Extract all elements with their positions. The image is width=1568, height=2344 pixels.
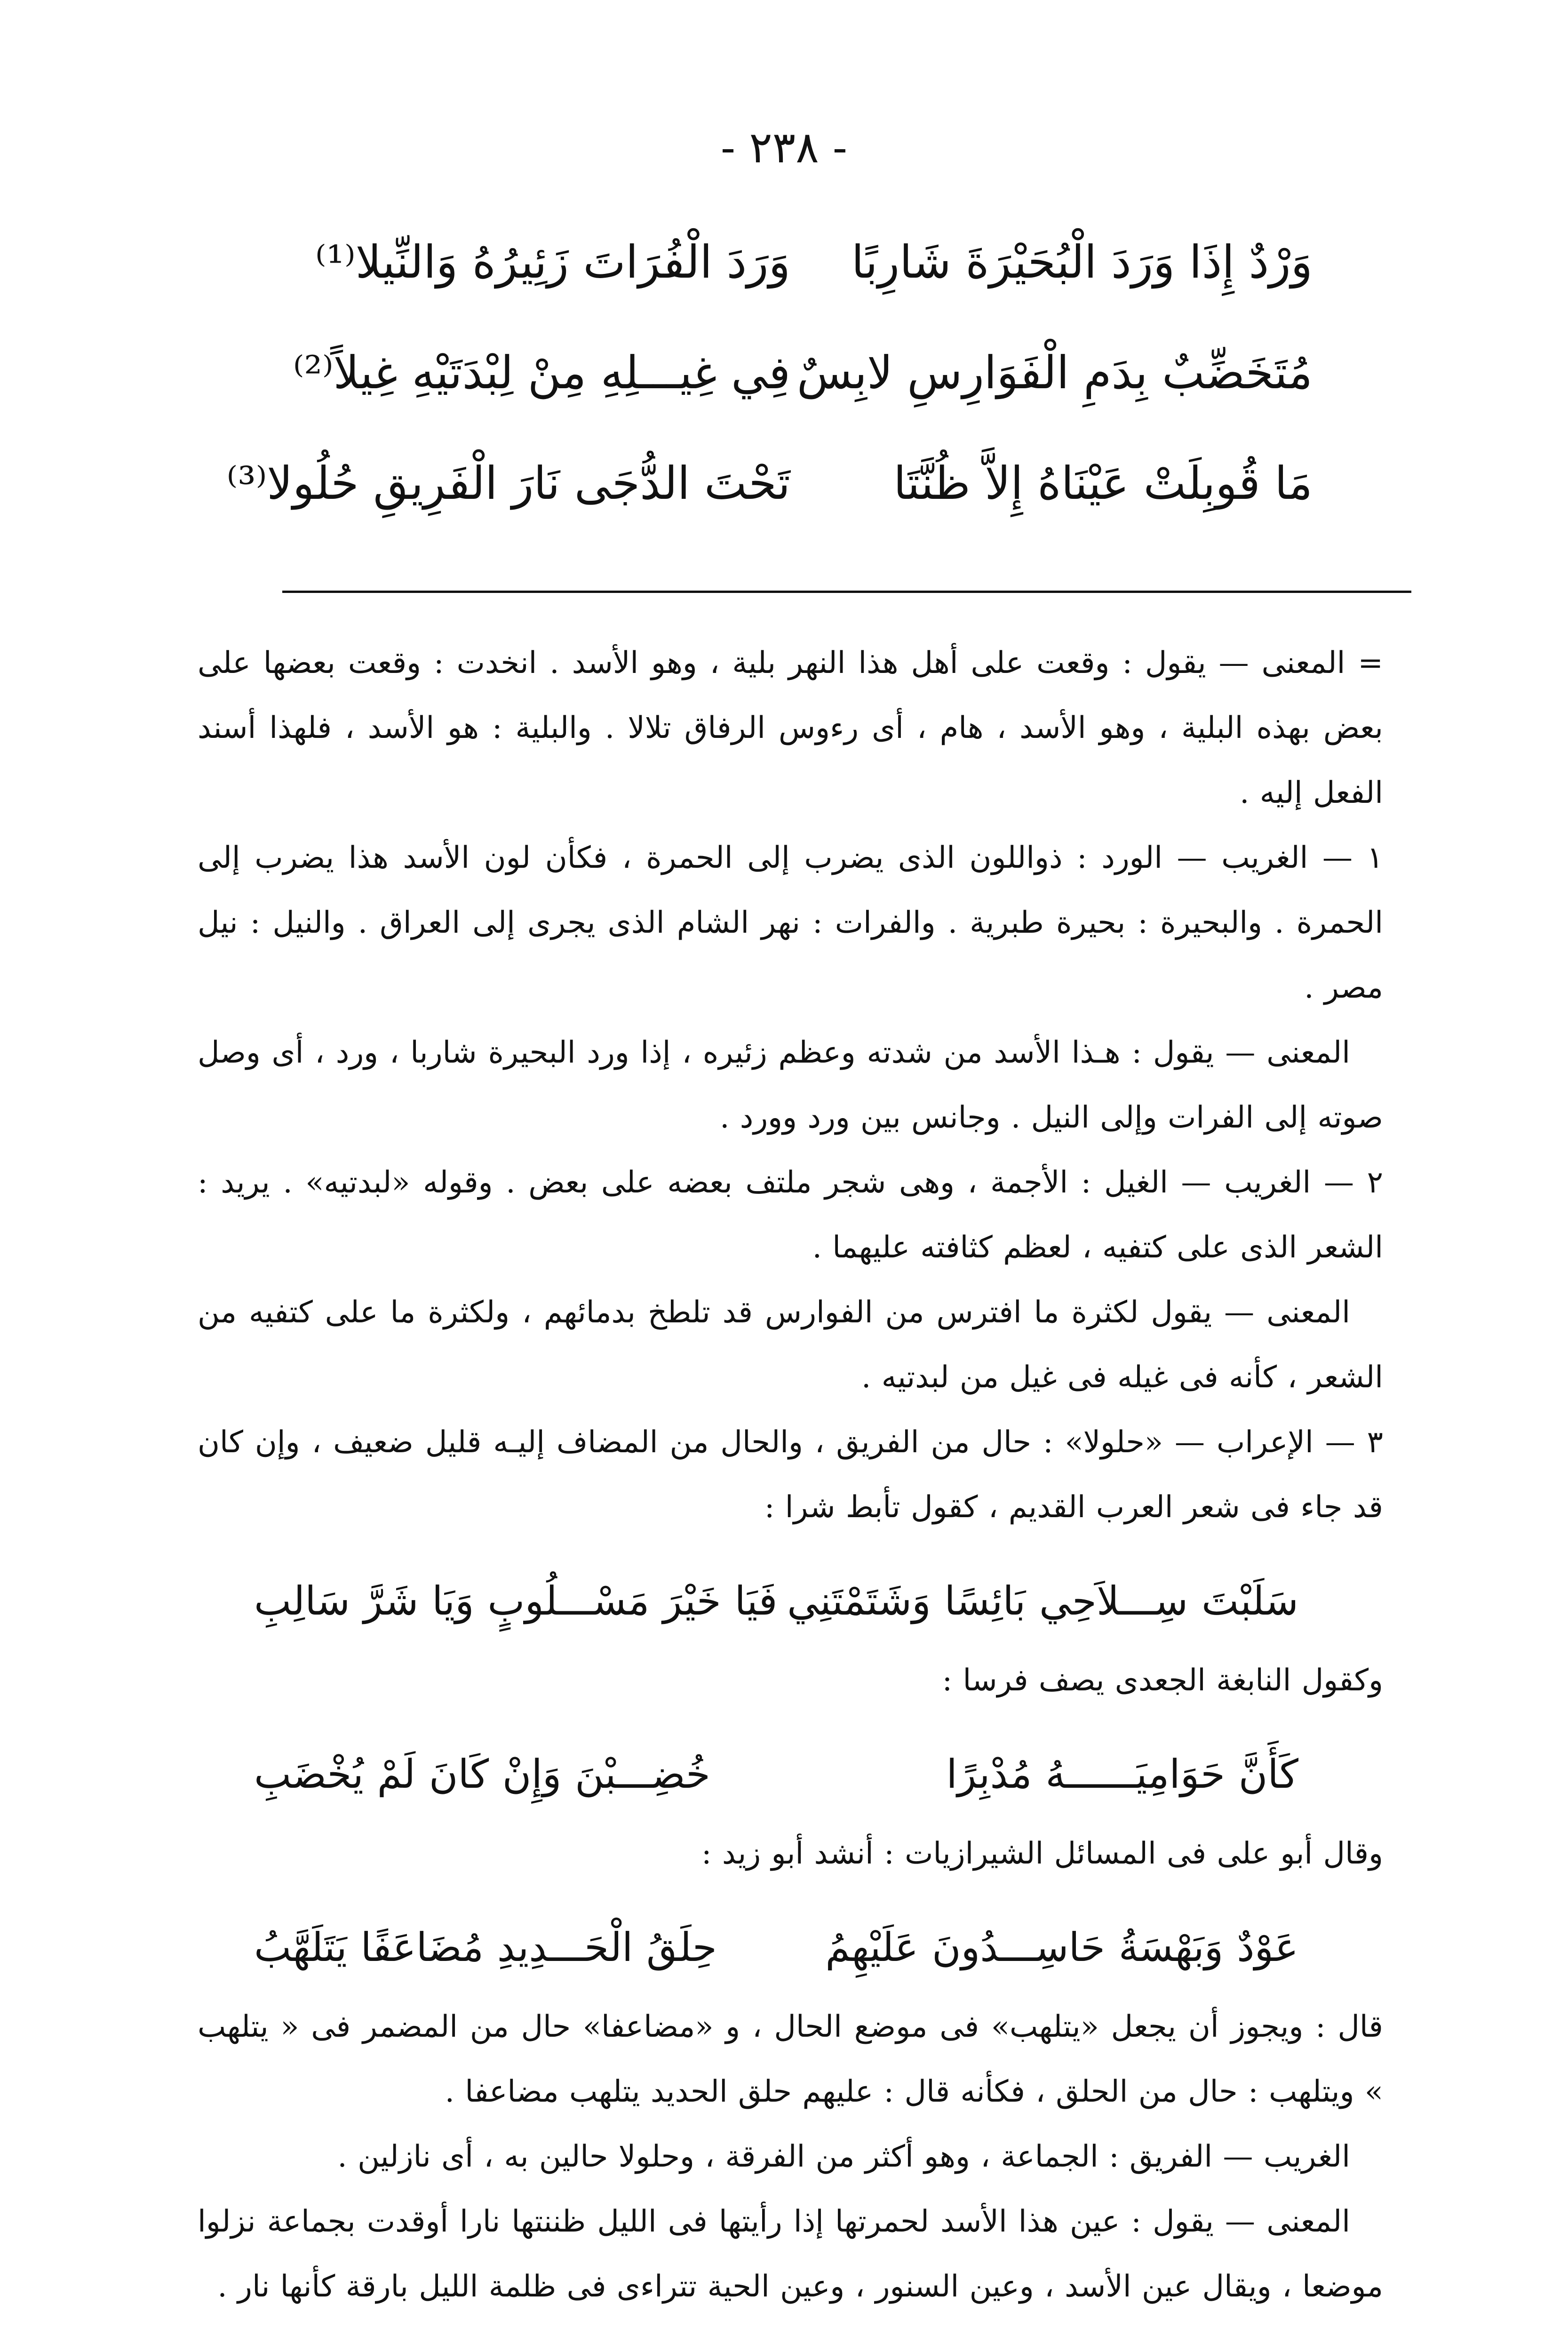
second-hemistich: فَيَا خَيْرَ مَسْـــلُوبٍ وَيَا شَرَّ سَالِبِ (254, 1578, 778, 1624)
first-hemistich: مَا قُوبِلَتْ عَيْنَاهُ إِلاَّ ظُنَّتَا (893, 457, 1313, 510)
commentary-paragraph: قال : ويجوز أن يجعل «يتلهب» فى موضع الحال ، و «مضاعفا» حال من المضمر فى « يتلهب » ويتلهب : حال من الحلق ، فكأنه قال : عليهم حلق الحديد يتلهب مضاعفا . (198, 2009, 1383, 2109)
commentary-paragraph: المعنى — يقول : هـذا الأسد من شدته وعظم زئيره ، إذا ورد البحيرة شاربا ، ورد ، أى وصل صوته إلى الفرات وإلى النيل . وجانس بين ورد وورد . (198, 1035, 1383, 1135)
quote-introduction: وكقول النابغة الجعدى يصف فرسا : (942, 1663, 1383, 1698)
second-hemistich: حِلَقُ الْحَـــدِيدِ مُضَاعَفًا يَتَلَهَّبُ (254, 1924, 717, 1970)
commentary-paragraph: ٢ — الغريب — الغيل : الأجمة ، وهى شجر ملتف بعضه على بعض . وقوله «لبدتيه» . يريد : الشعر الذى على كتفيه ، لعظم كثافته عليهما . (198, 1165, 1383, 1265)
second-hemistich: وَرَدَ الْفُرَاتَ زَئِيرُهُ وَالنِّيلا⁽¹⁾ (315, 236, 790, 288)
page-number: - ٢٣٨ - (721, 122, 847, 173)
commentary-paragraph: المعنى — يقول : عين هذا الأسد لحمرتها إذا رأيتها فى الليل ظننتها نارا أوقدت بجماعة نزلوا موضعا ، ويقال عين الأسد ، وعين السنور ، وعين الحية تتراءى فى ظلمة الليل بارقة كأنها نار . (198, 2204, 1383, 2304)
first-hemistich: مُتَخَضِّبٌ بِدَمِ الْفَوَارِسِ لابِسٌ (796, 346, 1313, 399)
commentary-paragraph: = المعنى — يقول : وقعت على أهل هذا النهر بلية ، وهو الأسد . انخدت : وقعت بعضها على بعض بهذه البلية ، وهو الأسد ، هام ، أى رءوس الرفاق تلالا . والبلية : هو الأسد ، فلهذا أسند الفعل إليه . (198, 646, 1383, 810)
quote-introduction: وقال أبو على فى المسائل الشيرازيات : أنشد أبو زيد : (701, 1836, 1383, 1871)
commentary-paragraph: ١ — الغريب — الورد : ذواللون الذى يضرب إلى الحمرة ، فكأن لون الأسد هذا يضرب إلى الحمرة . والبحيرة : بحيرة طبرية . والفرات : نهر الشام الذى يجرى إلى العراق . والنيل : نيل مصر . (198, 840, 1384, 1005)
verse-line (226, 346, 1313, 456)
quoted-verse (198, 1886, 1383, 1994)
second-hemistich: فِي غِيـــلِهِ مِنْ لِبْدَتَيْهِ غِيلاً⁽²⁾ (293, 346, 790, 399)
second-hemistich: خُضِـــبْنَ وَإِنْ كَانَ لَمْ يُخْضَبِ (254, 1751, 710, 1797)
commentary-paragraph: ٣ — الإعراب — «حلولا» : حال من الفريق ، والحال من المضاف إليـه قليل ضعيف ، وإن كان قد جاء فى شعر العرب القديم ، كقول تأبط شرا : (198, 1425, 1384, 1525)
first-hemistich: سَلَبْتَ سِـــلاَحِي بَائِسًا وَشَتَمْتَنِي (787, 1578, 1298, 1624)
footnote-divider (282, 591, 1411, 593)
first-hemistich: كَأَنَّ حَوَامِيَــــــهُ مُدْبِرًا (946, 1751, 1298, 1797)
quoted-verse (198, 1540, 1383, 1648)
commentary-paragraph: الغريب — الفريق : الجماعة ، وهو أكثر من الفرقة ، وحلولا حالين به ، أى نازلين . (337, 2139, 1350, 2174)
verse-line (226, 235, 1313, 346)
quoted-verse (198, 1713, 1383, 1821)
verse-line (226, 456, 1313, 567)
poem-verses (226, 235, 1313, 567)
commentary-notes (198, 631, 1383, 2319)
first-hemistich: وَرْدٌ إِذَا وَرَدَ الْبُحَيْرَةَ شَارِبًا (851, 236, 1313, 288)
first-hemistich: عَوْدٌ وَبَهْسَةُ حَاسِـــدُونَ عَلَيْهِمُ (825, 1924, 1298, 1970)
second-hemistich: تَحْتَ الدُّجَى نَارَ الْفَرِيقِ حُلُولا⁽³⁾ (226, 457, 790, 510)
commentary-paragraph: المعنى — يقول لكثرة ما افترس من الفوارس قد تلطخ بدمائهم ، ولكثرة ما على كتفيه من الشعر ، كأنه فى غيله فى غيل من لبدتيه . (198, 1295, 1383, 1395)
